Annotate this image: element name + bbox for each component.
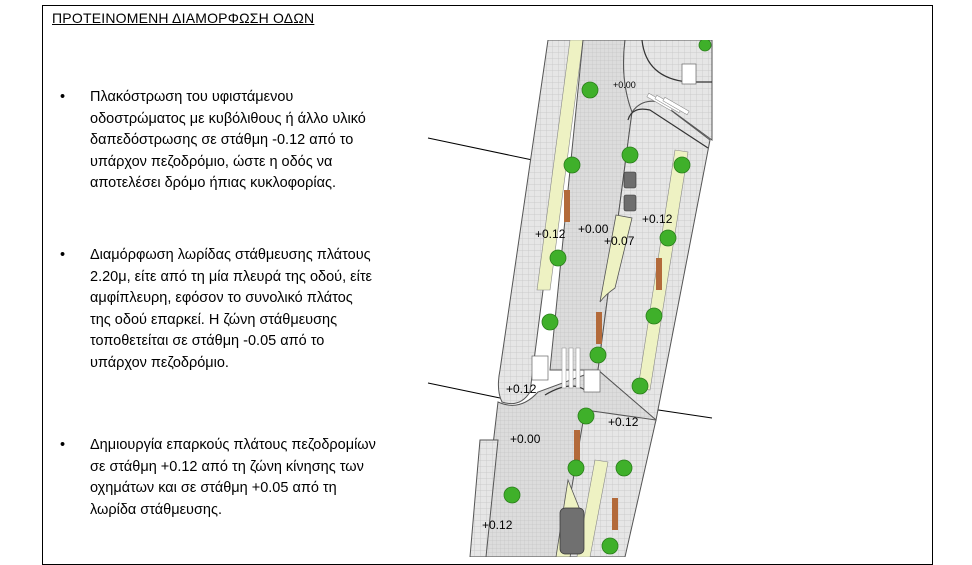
tree-icon — [660, 230, 676, 246]
bullet-text: Διαμόρφωση λωρίδας στάθμευσης πλάτους 2.20μ, είτε από τη μία πλευρά της οδού, είτε αμφίπλευρη, εφόσον το συνολικό πλάτος της οδού επαρκεί. Η ζώνη στάθμευσης τοποθετείται σε στάθμη -0.05 από το υπάρχον πεζοδρόμιο. — [90, 247, 373, 371]
bullet-marker: • — [60, 247, 66, 263]
level-label: +0.12 — [482, 518, 513, 532]
bullet-item-parking-lane — [60, 245, 400, 375]
level-label: +0.00 — [510, 432, 541, 446]
level-label: +0.12 — [608, 415, 639, 429]
tree-icon — [568, 460, 584, 476]
parked-car — [560, 508, 584, 554]
tree-icon — [550, 250, 566, 266]
tree-icon — [622, 147, 638, 163]
tree-icon — [646, 308, 662, 324]
tree-icon — [674, 157, 690, 173]
tree-icon — [590, 347, 606, 363]
bullet-item-sidewalks — [60, 435, 400, 525]
bullet-text: Πλακόστρωση του υφιστάμενου οδοστρώματος με κυβόλιθους ή άλλο υλικό δαπεδόστρωσης σε στάθμη -0.12 από το υπάρχον πεζοδρόμιο, ώστε η οδός να αποτελέσει δρόμο ήπιας κυκλοφορίας. — [90, 89, 366, 191]
bench — [596, 312, 602, 344]
bullet-item-paving — [60, 87, 400, 197]
level-label: +0.07 — [604, 234, 635, 248]
page-title: ΠΡΟΤΕΙΝΟΜΕΝΗ ΔΙΑΜΟΡΦΩΣΗ ΟΔΩΝ — [52, 10, 315, 26]
leader-line — [428, 383, 500, 398]
level-label: +0.12 — [642, 212, 673, 226]
bullet-marker: • — [60, 437, 66, 453]
tree-icon — [578, 408, 594, 424]
level-label: +0.12 — [535, 227, 566, 241]
bullet-marker: • — [60, 89, 66, 105]
parked-car — [624, 195, 636, 211]
parked-car — [624, 172, 636, 188]
tree-icon — [699, 40, 711, 51]
bench — [564, 190, 570, 222]
level-label: +0.00 — [613, 80, 636, 90]
bullet-text: Δημιουργία επαρκούς πλάτους πεζοδρομίων σε στάθμη +0.12 από τη ζώνη κίνησης των οχημάτων και σε στάθμη +0.05 από τη λωρίδα στάθμευσης. — [90, 437, 376, 518]
leader-line — [428, 138, 542, 162]
tree-icon — [602, 538, 618, 554]
tree-icon — [542, 314, 558, 330]
tree-icon — [616, 460, 632, 476]
tree-icon — [504, 487, 520, 503]
bench — [612, 498, 618, 530]
tree-icon — [632, 378, 648, 394]
bench — [656, 258, 662, 290]
tree-icon — [582, 82, 598, 98]
tree-icon — [564, 157, 580, 173]
street-plan-drawing — [420, 40, 720, 557]
level-label: +0.12 — [506, 382, 537, 396]
level-label: +0.00 — [578, 222, 609, 236]
bench — [574, 430, 580, 462]
